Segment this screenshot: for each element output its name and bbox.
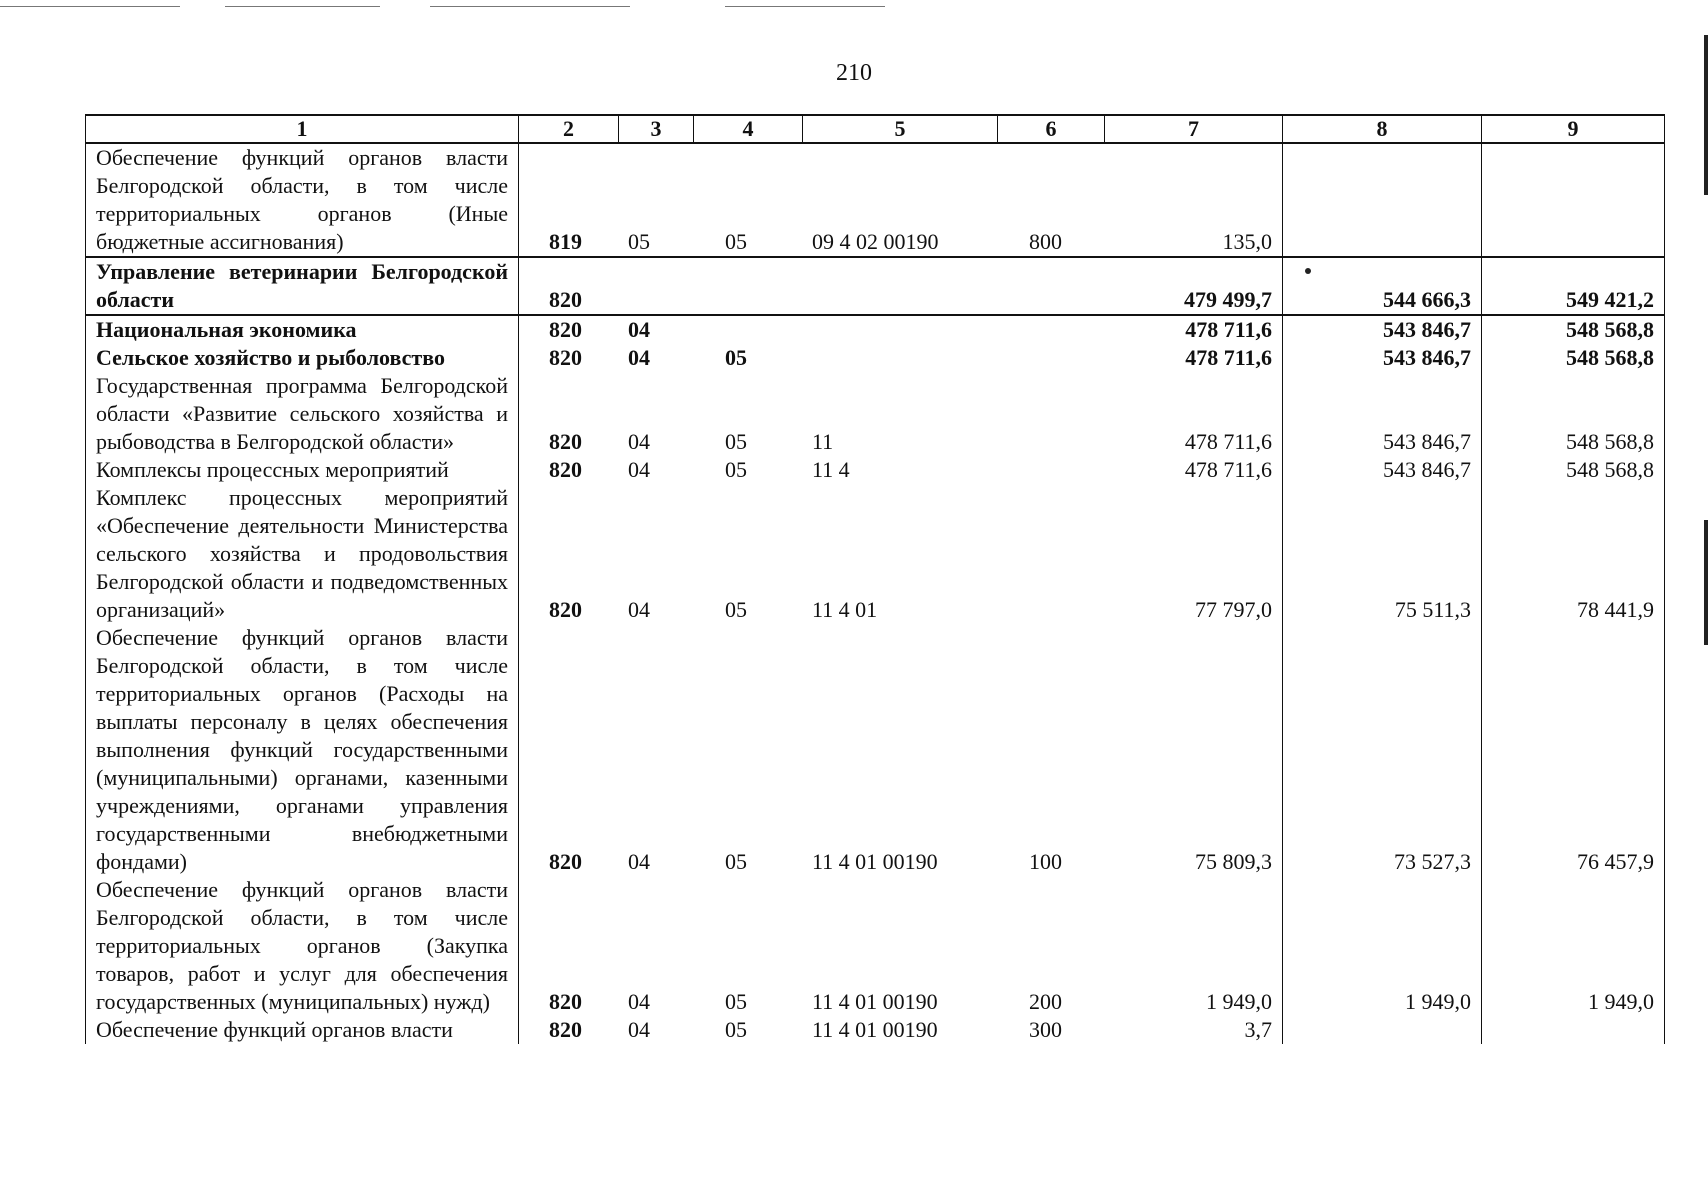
table-row [85,314,1665,344]
row-value-cell-8 [1282,144,1481,256]
header-cell: 3 [618,116,693,142]
row-value-cell-7: 3,7 [1244,1017,1272,1042]
row-value-cell-9: 548 568,8 [1481,344,1665,372]
row-value-cell-8: 543 846,7 [1282,316,1481,344]
table-row [85,144,1665,256]
row-value-cell-8 [1282,1016,1481,1044]
row-value-cell-2: 820 [518,624,618,876]
row-value-cell-5: 11 4 01 00190 [812,989,938,1014]
row-value-cell-2: 820 [518,258,618,314]
row-value-cell-6 [997,372,1104,456]
row-value-cell-9: 548 568,8 [1481,316,1665,344]
scan-artifact-line [225,6,380,7]
row-value-cell-9 [1481,1016,1665,1044]
row-value-cell-3: 04 [628,457,650,482]
row-value-cell-8: 543 846,7 [1282,456,1481,484]
row-value-cell-9 [1481,144,1665,256]
row-name-cell: Обеспечение функций органов власти Белгородской области, в том числе территориальных органов (Иные бюджетные ассигнования) [85,144,518,256]
row-value-cell-3: 04 [628,429,650,454]
header-cell: 5 [802,116,997,142]
row-value-cell-9: 548 568,8 [1481,372,1665,456]
scan-artifact-line [430,6,630,7]
row-value-cell-5: 11 [812,429,834,454]
row-value-cell-5: 11 4 01 [812,597,878,622]
row-value-cell-5: 11 4 01 00190 [812,849,938,874]
row-value-cell-2: 820 [518,372,618,456]
row-value-cell-4: 05 [725,345,747,370]
table-row [85,876,1665,1016]
row-value-cell-2: 820 [518,484,618,624]
header-cell: 8 [1282,116,1481,142]
row-value-cell-3: 04 [628,849,650,874]
row-value-cell-4: 05 [725,597,747,622]
header-cell: 2 [518,116,618,142]
row-value-cell-6 [997,258,1104,314]
table-row [85,624,1665,876]
row-value-cell-7: 478 711,6 [1185,345,1272,370]
scan-artifact-line [0,6,180,7]
row-value-cell-5: 11 4 [812,457,850,482]
budget-table [85,114,1665,1044]
row-value-cell-5: 09 4 02 00190 [812,229,939,254]
row-value-cell-3: 04 [628,597,650,622]
row-value-cell-4 [693,316,802,344]
row-value-cell-4 [693,258,802,314]
page-number: 210 [836,60,872,86]
row-value-cell-7: 135,0 [1222,229,1272,254]
row-value-cell-9: 78 441,9 [1481,484,1665,624]
row-value-cell-3 [618,258,693,314]
row-value-cell-4: 05 [725,1017,747,1042]
scan-speck [1305,268,1311,274]
row-value-cell-5: 11 4 01 00190 [812,1017,938,1042]
row-value-cell-6: 200 [1029,989,1062,1014]
row-name-cell: Государственная программа Белгородской области «Развитие сельского хозяйства и рыбоводства в Белгородской области» [85,372,518,456]
header-cell: 6 [997,116,1104,142]
row-name-cell: Комплекс процессных мероприятий «Обеспечение деятельности Министерства сельского хозяйства и продовольствия Белгородской области и подведомственных организаций» [85,484,518,624]
row-value-cell-6: 800 [1029,229,1062,254]
row-value-cell-6 [997,484,1104,624]
table-row [85,1016,1665,1044]
row-value-cell-5 [802,344,997,372]
row-value-cell-9: 548 568,8 [1481,456,1665,484]
row-value-cell-6 [997,456,1104,484]
row-name-cell: Управление ветеринарии Белгородской области [85,258,518,314]
row-value-cell-9: 549 421,2 [1481,258,1665,314]
row-value-cell-2: 820 [518,316,618,344]
row-value-cell-4: 05 [725,229,747,254]
header-cell: 9 [1481,116,1665,142]
table-header-row [85,116,1665,144]
table-body [85,144,1665,1044]
row-name-cell: Обеспечение функций органов власти Белгородской области, в том числе территориальных органов (Расходы на выплаты персоналу в целях обеспечения выполнения функций государственными (муниципальными) органами, казенными учреждениями, органами управления государственными внебюджетными фондами) [85,624,518,876]
row-value-cell-8: 544 666,3 [1282,258,1481,314]
row-value-cell-3: 04 [628,317,650,342]
row-value-cell-4: 05 [725,989,747,1014]
row-value-cell-7: 478 711,6 [1184,457,1272,482]
row-value-cell-7: 77 797,0 [1195,597,1272,622]
scan-edge-mark [1704,520,1708,645]
row-value-cell-8: 543 846,7 [1282,344,1481,372]
row-name-cell: Национальная экономика [85,316,518,344]
row-value-cell-8: 1 949,0 [1282,876,1481,1016]
table-row [85,456,1665,484]
row-value-cell-7: 478 711,6 [1185,317,1272,342]
row-value-cell-6 [997,316,1104,344]
row-name-cell: Сельское хозяйство и рыболовство [85,344,518,372]
row-value-cell-8: 75 511,3 [1282,484,1481,624]
row-value-cell-3: 04 [628,1017,650,1042]
row-name-cell: Обеспечение функций органов власти Белгородской области, в том числе территориальных органов (Закупка товаров, работ и услуг для обеспечения государственных (муниципальных) нужд) [85,876,518,1016]
table-row [85,484,1665,624]
table-row [85,372,1665,456]
scan-edge-mark [1704,35,1708,195]
row-name-cell: Обеспечение функций органов власти [85,1016,518,1044]
row-value-cell-8: 543 846,7 [1282,372,1481,456]
row-value-cell-2: 819 [518,144,618,256]
row-value-cell-7: 1 949,0 [1206,989,1272,1014]
header-cell: 1 [85,116,518,142]
row-value-cell-5 [802,258,997,314]
row-value-cell-2: 820 [518,344,618,372]
table-row [85,344,1665,372]
row-value-cell-2: 820 [518,456,618,484]
row-value-cell-6 [997,344,1104,372]
row-value-cell-3: 05 [628,229,650,254]
row-value-cell-4: 05 [725,849,747,874]
row-value-cell-9: 76 457,9 [1481,624,1665,876]
row-value-cell-6: 300 [1029,1017,1062,1042]
header-cell: 7 [1104,116,1282,142]
row-value-cell-2: 820 [518,876,618,1016]
row-value-cell-7: 75 809,3 [1195,849,1272,874]
row-value-cell-8: 73 527,3 [1282,624,1481,876]
row-name-cell: Комплексы процессных мероприятий [85,456,518,484]
row-value-cell-2: 820 [518,1016,618,1044]
scan-artifact-line [725,6,885,7]
header-cell: 4 [693,116,802,142]
row-value-cell-6: 100 [1029,849,1062,874]
row-value-cell-7: 479 499,7 [1184,287,1272,312]
row-value-cell-9: 1 949,0 [1481,876,1665,1016]
row-value-cell-7: 478 711,6 [1184,429,1272,454]
row-value-cell-4: 05 [725,457,747,482]
row-value-cell-3: 04 [628,989,650,1014]
row-value-cell-4: 05 [725,429,747,454]
row-value-cell-5 [802,316,997,344]
row-value-cell-3: 04 [628,345,650,370]
table-row [85,256,1665,314]
